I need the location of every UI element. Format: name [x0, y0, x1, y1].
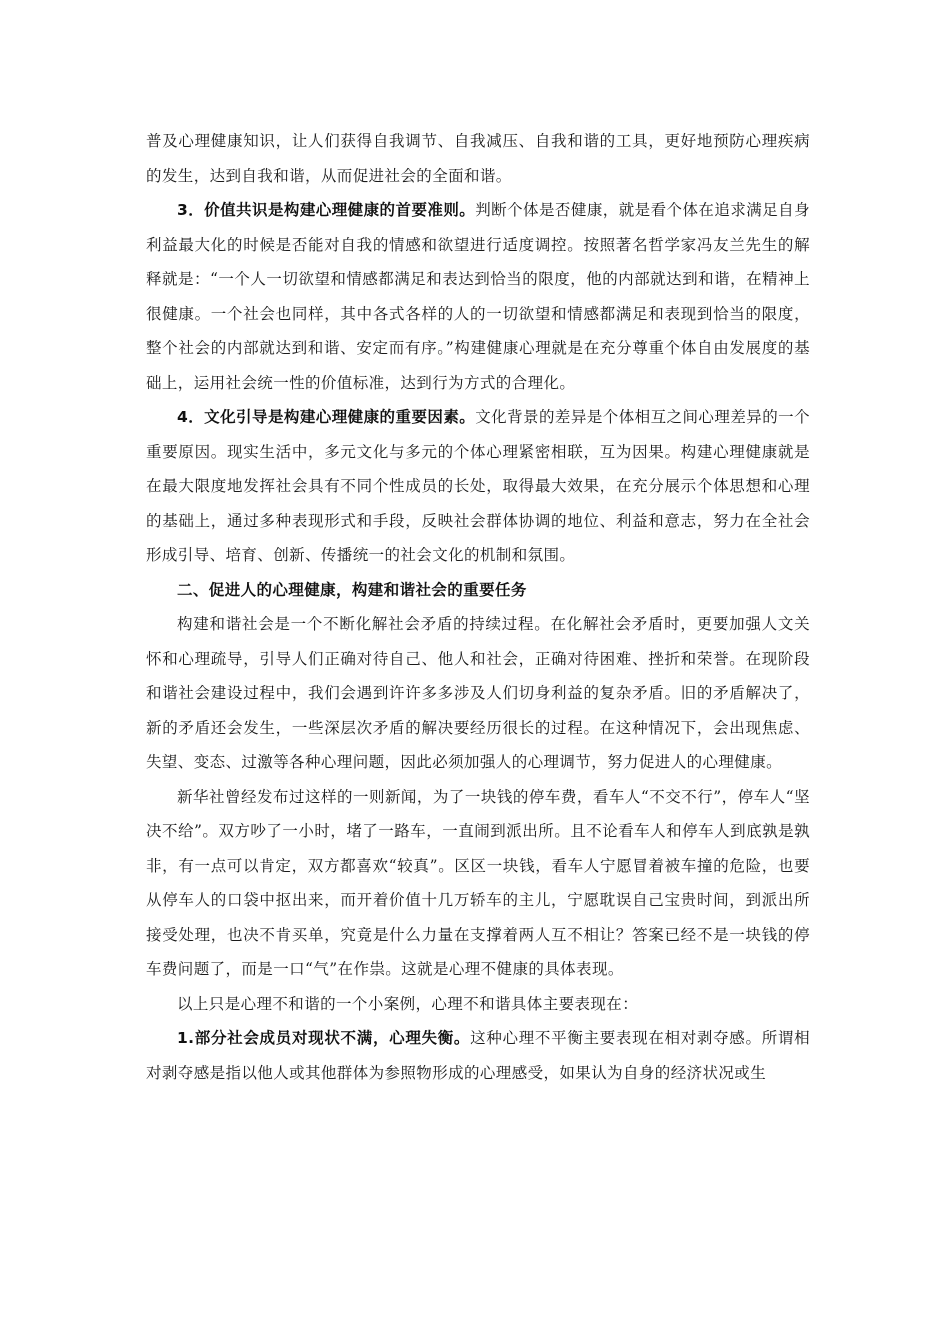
paragraph-5-text: 构建和谐社会是一个不断化解社会矛盾的持续过程。在化解社会矛盾时，更要加强人文关怀和心理疏导，引导人们正确对待自己、他人和社会，正确对待困难、挫折和荣誉。在现阶段和谐社会建设过程中，我们会遇到许许多多涉及人们切身利益的复杂矛盾。旧的矛盾解决了，新的矛盾还会发生，一些深层次矛盾的解决要经历很长的过程。在这种情况下，会出现焦虑、失望、变态、过激等各种心理问题，因此必须加强人的心理调节，努力促进人的心理健康。 [146, 615, 810, 771]
paragraph-6-text: 新华社曾经发布过这样的一则新闻，为了一块钱的停车费，看车人“不交不行”，停车人“坚决不给”。双方吵了一小时，堵了一路车，一直闹到派出所。且不论看车人和停车人到底孰是孰非，有一点可以肯定，双方都喜欢“较真”。区区一块钱，看车人宁愿冒着被车撞的危险，也要从停车人的口袋中抠出来，而开着价值十几万轿车的主儿，宁愿耽误自己宝贵时间，到派出所接受处理，也决不肯买单，究竟是什么力量在支撑着两人互不相让？答案已经不是一块钱的停车费问题了，而是一口“气”在作祟。这就是心理不健康的具体表现。 [146, 787, 810, 978]
paragraph-7 [146, 987, 810, 1022]
section-heading [146, 573, 810, 608]
paragraph-8-text: 这种心理不平衡主要表现在相对剥夺感。所谓相对剥夺感是指以他人或其他群体为参照物形成的心理感受，如果认为自身的经济状况或生 [146, 1029, 810, 1082]
section-heading-text: 二、促进人的心理健康，构建和谐社会的重要任务 [177, 580, 527, 599]
paragraph-1-text: 普及心理健康知识，让人们获得自我调节、自我减压、自我和谐的工具，更好地预防心理疾病的发生，达到自我和谐，从而促进社会的全面和谐。 [146, 132, 810, 185]
paragraph-6 [146, 780, 810, 987]
paragraph-1 [146, 124, 810, 193]
paragraph-3 [146, 400, 810, 573]
paragraph-7-text: 以上只是心理不和谐的一个小案例，心理不和谐具体主要表现在： [177, 994, 639, 1013]
paragraph-8-lead: 1.部分社会成员对现状不满，心理失衡。 [177, 1029, 471, 1047]
paragraph-3-text: 文化背景的差异是个体相互之间心理差异的一个重要原因。现实生活中，多元文化与多元的个体心理紧密相联，互为因果。构建心理健康就是在最大限度地发挥社会具有不同个性成员的长处，取得最大效果，在充分展示个体思想和心理的基础上，通过多种表现形式和手段，反映社会群体协调的地位、利益和意志，努力在全社会形成引导、培育、创新、传播统一的社会文化的机制和氛围。 [146, 408, 810, 564]
document-body [146, 124, 810, 1090]
paragraph-5 [146, 607, 810, 780]
paragraph-8 [146, 1021, 810, 1090]
paragraph-2-lead: 3．价值共识是构建心理健康的首要准则。 [177, 201, 476, 219]
paragraph-2-text: 判断个体是否健康，就是看个体在追求满足自身利益最大化的时候是否能对自我的情感和欲望进行适度调控。按照著名哲学家冯友兰先生的解释就是：“一个人一切欲望和情感都满足和表达到恰当的限度，他的内部就达到和谐，在精神上很健康。一个社会也同样，其中各式各样的人的一切欲望和情感都满足和表现到恰当的限度，整个社会的内部就达到和谐、安定而有序。”构建健康心理就是在充分尊重个体自由发展度的基础上，运用社会统一性的价值标准，达到行为方式的合理化。 [146, 201, 810, 392]
paragraph-3-lead: 4．文化引导是构建心理健康的重要因素。 [177, 408, 476, 426]
paragraph-2 [146, 193, 810, 400]
